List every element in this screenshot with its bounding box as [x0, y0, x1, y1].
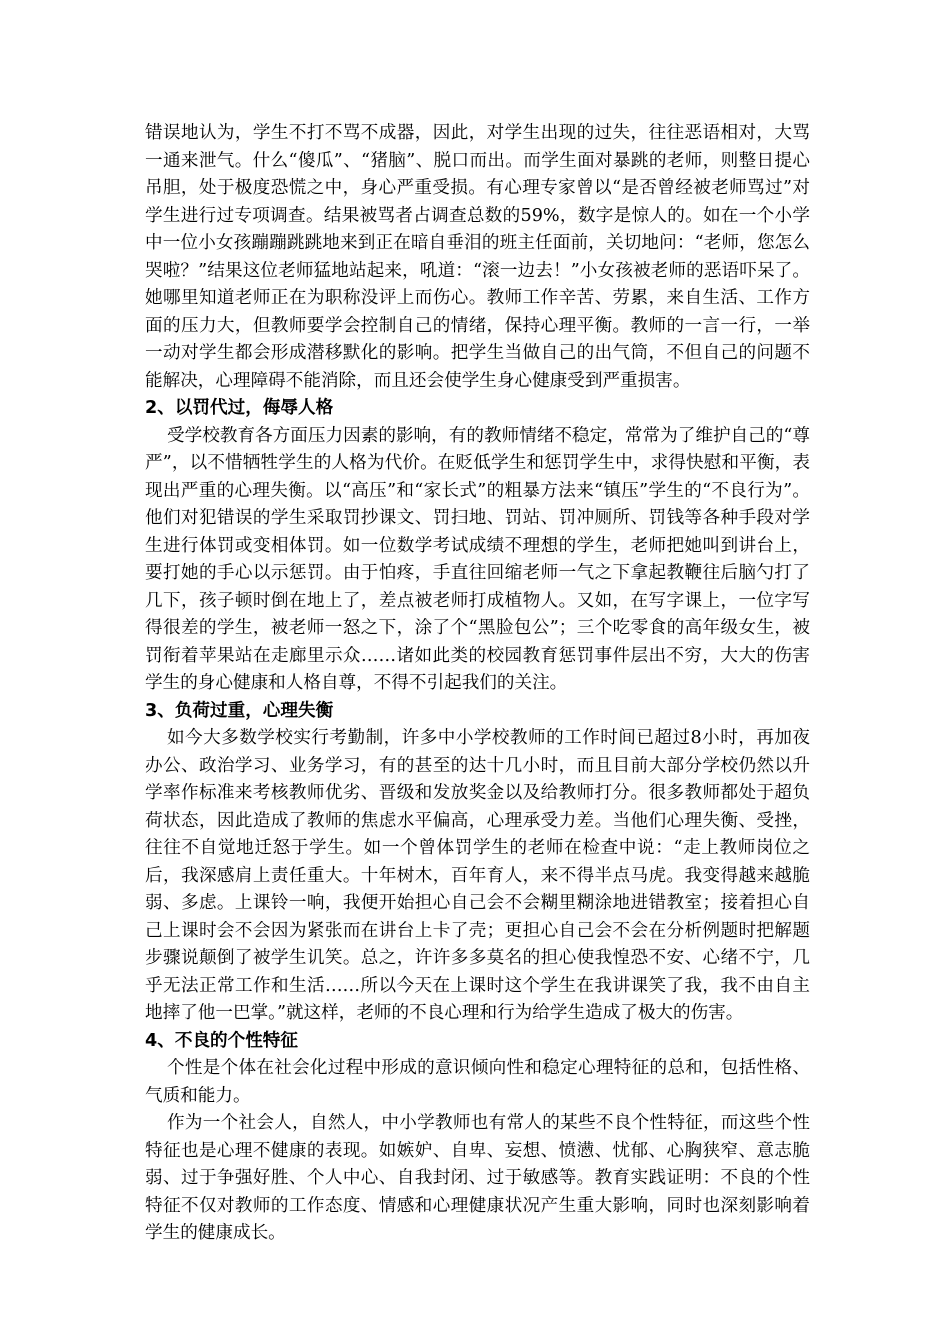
body-paragraph: 作为一个社会人，自然人，中小学教师也有常人的某些不良个性特征，而这些个性特征也是心理不健康的表现。如嫉妒、自卑、妄想、愤懑、忧郁、心胸狭窄、意志脆弱、过于争强好胜、个人中心、自我封闭、过于敏感等。教育实践证明：不良的个性特征不仅对教师的工作态度、情感和心理健康状况产生重大影响，同时也深刻影响着学生的健康成长。: [145, 1113, 810, 1243]
section-heading: 2、以罚代过，侮辱人格: [145, 398, 334, 418]
section-heading: 4、不良的个性特征: [145, 1030, 298, 1051]
body-paragraph: 如今大多数学校实行考勤制，许多中小学校教师的工作时间已超过8小时，再加夜办公、政治学习、业务学习，有的甚至的达十几小时，而且目前大部分学校仍然以升学率作标准来考核教师优劣、晋级和发放奖金以及给教师打分。很多教师都处于超负荷状态，因此造成了教师的焦虑水平偏高，心理承受力差。当他们心理失衡、受挫，往往不自觉地迁怒于学生。如一个曾体罚学生的老师在检查中说：“走上教师岗位之后，我深感肩上责任重大。十年树木，百年育人，来不得半点马虎。我变得越来越脆弱、多虑。上课铃一响，我便开始担心自己会不会糊里糊涂地进错教室；接着担心自己上课时会不会因为紧张而在讲台上卡了壳；更担心自己会不会在分析例题时把解题步骤说颠倒了被学生讥笑。总之，许许多多莫名的担心使我惶恐不安、心绪不宁，几乎无法正常工作和生活……所以今天在上课时这个学生在我讲课笑了我，我不由自主地摔了他一巴掌。”就这样，老师的不良心理和行为给学生造成了极大的伤害。: [145, 728, 810, 1023]
body-paragraph: 受学校教育各方面压力因素的影响，有的教师情绪不稳定，常常为了维护自己的“尊严”，以不惜牺牲学生的人格为代价。在贬低学生和惩罚学生中，求得快慰和平衡，表现出严重的心理失衡。以“高压”和“家长式”的粗暴方法来“镇压”学生的“不良行为”。他们对犯错误的学生采取罚抄课文、罚扫地、罚站、罚冲厕所、罚钱等各种手段对学生进行体罚或变相体罚。如一位数学考试成绩不理想的学生，老师把她叫到讲台上，要打她的手心以示惩罚。由于怕疼，手直往回缩老师一气之下拿起教鞭往后脑勺打了几下，孩子顿时倒在地上了，差点被老师打成植物人。又如，在写字课上，一位字写得很差的学生，被老师一怒之下，涂了个“黑脸包公”；三个吃零食的高年级女生，被罚衔着苹果站在走廊里示众……诸如此类的校园教育惩罚事件层出不穷，大大的伤害学生的身心健康和人格自尊，不得不引起我们的关注。: [145, 425, 810, 693]
section-heading: 3、负荷过重，心理失衡: [145, 700, 334, 721]
document-page: [145, 120, 810, 1248]
body-paragraph: 个性是个体在社会化过程中形成的意识倾向性和稳定心理特征的总和，包括性格、气质和能力。: [145, 1058, 810, 1106]
body-paragraph: 错误地认为，学生不打不骂不成器，因此，对学生出现的过失，往往恶语相对，大骂一通来泄气。什么“傻瓜”、“猪脑”、脱口而出。而学生面对暴跳的老师，则整日提心吊胆，处于极度恐慌之中，身心严重受损。有心理专家曾以“是否曾经被老师骂过”对学生进行过专项调查。结果被骂者占调查总数的59%，数字是惊人的。如在一个小学中一位小女孩蹦蹦跳跳地来到正在暗自垂泪的班主任面前，关切地问：“老师，您怎么哭啦？”结果这位老师猛地站起来，吼道：“滚一边去！”小女孩被老师的恶语吓呆了。她哪里知道老师正在为职称没评上而伤心。教师工作辛苦、劳累，来自生活、工作方面的压力大，但教师要学会控制自己的情绪，保持心理平衡。教师的一言一行，一举一动对学生都会形成潜移默化的影响。把学生当做自己的出气筒，不但自己的问题不能解决，心理障碍不能消除，而且还会使学生身心健康受到严重损害。: [145, 123, 810, 391]
